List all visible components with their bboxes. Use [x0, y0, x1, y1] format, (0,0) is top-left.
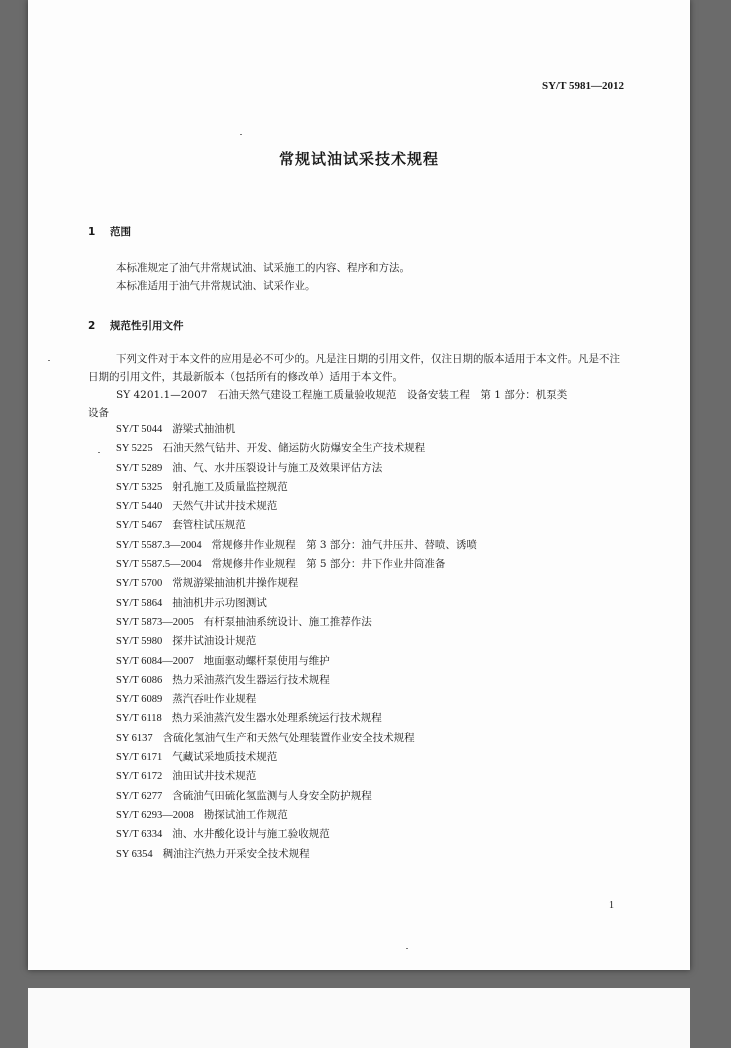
- reference-title: 油、气、水井压裂设计与施工及效果评估方法: [172, 461, 383, 474]
- intro-paragraph: 下列文件对于本文件的应用是必不可少的。凡是注日期的引用文件，仅注日期的版本适用于本文件。凡是不注日期的引用文件，其最新版本（包括所有的修改单）适用于本文件。: [88, 353, 620, 383]
- reference-item: [116, 671, 626, 690]
- reference-title: 探井试油设计规范: [172, 635, 257, 648]
- reference-title: 常规修井作业规程 第 5 部分：井下作业井筒准备: [211, 558, 446, 571]
- reference-item: [116, 845, 626, 864]
- section-1-heading: [88, 224, 131, 239]
- standard-code: SY/T 5981—2012: [541, 80, 624, 92]
- reference-title: 油、水井酸化设计与施工验收规范: [172, 828, 330, 841]
- section-2-heading: [88, 318, 184, 333]
- scope-paragraph: 本标准规定了油气井常规试油、试采施工的内容、程序和方法。: [116, 262, 410, 274]
- reference-code: SY/T 6089: [116, 694, 163, 706]
- reference-title: 石油天然气钻井、开发、储运防火防爆安全生产技术规程: [162, 442, 426, 455]
- document-page: [28, 0, 690, 970]
- reference-item: [116, 497, 626, 516]
- reference-item: [116, 555, 626, 574]
- scope-paragraphs: [88, 259, 624, 295]
- reference-code: SY 5225: [116, 443, 153, 455]
- reference-code: SY/T 6277: [116, 790, 163, 802]
- reference-title: 含硫油气田硫化氢监测与人身安全防护规程: [172, 789, 372, 802]
- section-number: 2: [88, 320, 96, 332]
- reference-item: [116, 536, 626, 555]
- reference-code: SY/T 5864: [116, 597, 163, 609]
- reference-code: SY/T 6171: [116, 752, 163, 764]
- reference-code: SY/T 5044: [116, 424, 163, 435]
- scope-paragraph: 本标准适用于油气井常规试油、试采作业。: [116, 280, 316, 292]
- section-number: 1: [88, 226, 96, 238]
- reference-title: 有杆泵抽油系统设计、施工推荐作法: [203, 615, 372, 628]
- reference-title: 常规游梁抽油机井操作规程: [172, 577, 299, 590]
- reference-code: SY/T 5873—2005: [116, 616, 194, 628]
- reference-title: 抽油机井示功图测试: [172, 596, 267, 609]
- reference-title: 蒸汽吞吐作业规程: [172, 693, 257, 706]
- section-title: 范围: [110, 226, 131, 238]
- reference-item: [116, 478, 626, 497]
- reference-item: [116, 594, 626, 613]
- reference-title: 油田试井技术规范: [172, 770, 257, 783]
- reference-item: [116, 613, 626, 632]
- reference-code: SY/T 5980: [116, 636, 163, 648]
- reference-code: SY 6137: [116, 732, 153, 744]
- reference-code: SY/T 5289: [116, 462, 163, 474]
- reference-item: [116, 825, 626, 844]
- section-title: 规范性引用文件: [110, 320, 184, 332]
- reference-item: [116, 748, 626, 767]
- scan-speck: [98, 452, 100, 453]
- reference-code: SY/T 5440: [116, 501, 163, 513]
- reference-code: SY/T 6172: [116, 771, 163, 783]
- reference-code: SY/T 5587.3—2004: [116, 539, 202, 551]
- reference-title: 气藏试采地质技术规范: [172, 751, 278, 764]
- reference-item: [116, 709, 626, 728]
- first-reference-line2: 设备: [88, 407, 109, 419]
- reference-code: SY/T 5467: [116, 520, 163, 532]
- reference-title: 地面驱动螺杆泵使用与维护: [203, 654, 330, 667]
- next-page-edge: [28, 988, 690, 1048]
- document-title: 常规试油试采技术规程: [278, 150, 439, 168]
- reference-title: 含硫化氢油气生产和天然气处理装置作业安全技术规程: [162, 731, 415, 744]
- page-number: 1: [609, 900, 614, 911]
- reference-item: [116, 729, 626, 748]
- reference-title: 天然气井试井技术规范: [172, 500, 278, 513]
- scan-speck: [48, 360, 50, 361]
- first-reference-line1: SY 4201.1—2007 石油天然气建设工程施工质量验收规范 设备安装工程 第 1 部分：机泵类: [116, 389, 568, 401]
- reference-code: SY/T 6086: [116, 674, 163, 686]
- reference-item: [116, 787, 626, 806]
- reference-title: 热力采油蒸汽发生器运行技术规程: [172, 673, 330, 686]
- reference-item: [116, 459, 626, 478]
- reference-item: [116, 439, 626, 458]
- scan-speck: [240, 134, 242, 135]
- reference-item: [116, 652, 626, 671]
- reference-item: [116, 516, 626, 535]
- reference-list: [116, 420, 626, 864]
- reference-code: SY/T 5325: [116, 481, 163, 493]
- reference-code: SY/T 6118: [116, 713, 162, 725]
- reference-title: 常规修井作业规程 第 3 部分：油气井压井、替喷、诱喷: [211, 538, 477, 551]
- scan-speck: [406, 948, 408, 949]
- reference-code: SY/T 5700: [116, 578, 163, 590]
- reference-title: 射孔施工及质量监控规范: [172, 480, 288, 493]
- reference-item: [116, 632, 626, 651]
- reference-code: SY/T 5587.5—2004: [116, 559, 202, 571]
- reference-code: SY/T 6293—2008: [116, 809, 194, 821]
- reference-code: SY 6354: [116, 848, 153, 860]
- reference-item: [116, 690, 626, 709]
- normative-intro: [88, 350, 624, 422]
- reference-item: [116, 420, 626, 439]
- reference-title: 游梁式抽油机: [172, 423, 236, 435]
- reference-title: 套管柱试压规范: [172, 519, 246, 532]
- reference-item: [116, 574, 626, 593]
- reference-code: SY/T 6084—2007: [116, 655, 194, 667]
- reference-title: 热力采油蒸汽发生器水处理系统运行技术规程: [171, 712, 382, 725]
- reference-item: [116, 806, 626, 825]
- reference-title: 稠油注汽热力开采安全技术规程: [162, 847, 310, 860]
- reference-item: [116, 767, 626, 786]
- reference-code: SY/T 6334: [116, 829, 163, 841]
- reference-title: 勘探试油工作规范: [203, 808, 288, 821]
